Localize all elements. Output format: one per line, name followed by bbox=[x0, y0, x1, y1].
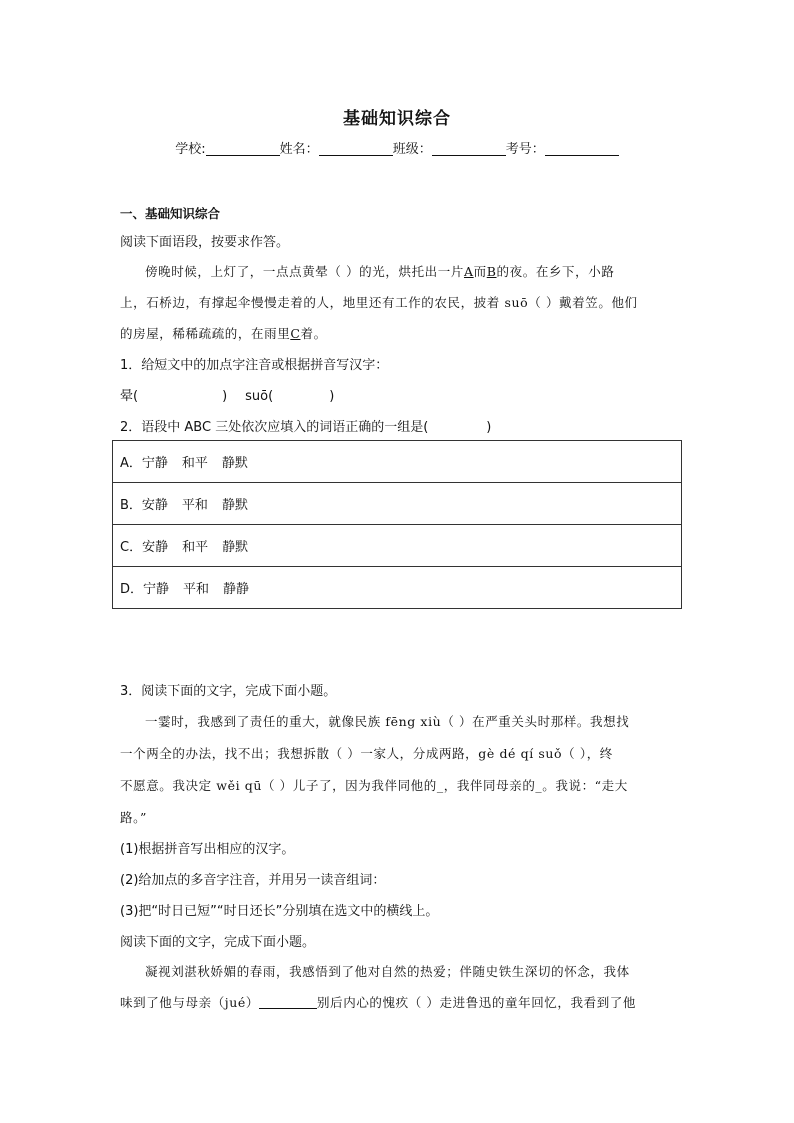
student-info-line bbox=[0, 138, 794, 157]
school-field[interactable] bbox=[206, 141, 280, 156]
option-row-b[interactable]: B．安静 平和 静默 bbox=[113, 483, 682, 525]
options-table bbox=[112, 440, 682, 609]
option-row-d[interactable]: D．宁静 平和 静静 bbox=[113, 567, 682, 609]
option-row-a[interactable]: A．宁静 和平 静默 bbox=[113, 441, 682, 483]
question-2: 2．语段中 ABC 三处依次应填入的词语正确的一组是( ) bbox=[120, 420, 492, 435]
sub-question-3: (3)把“时日已短”“时日还长”分别填在选文中的横线上。 bbox=[120, 904, 439, 919]
passage3-line-3: 不愿意。我决定 wěi qū（ ）儿子了，因为我伴同他的_，我伴同母亲的_。我说：“走大 bbox=[120, 778, 628, 793]
exam-no-field[interactable] bbox=[545, 141, 619, 156]
passage3-line-4: 路。” bbox=[120, 810, 147, 825]
passage3-line-2: 一个两全的办法，找不出；我想拆散（ ）一家人，分成两路，gè dé qí suǒ（ ），终 bbox=[120, 746, 613, 761]
passage4-line-1: 凝视刘湛秋娇媚的春雨，我感悟到了他对自然的热爱；伴随史铁生深切的怀念，我体 bbox=[145, 964, 630, 979]
question-1: 1．给短文中的加点字注音或根据拼音写汉字： bbox=[120, 358, 389, 373]
passage3-line-1: 一霎时，我感到了责任的重大，就像民族 fēng xiù（ ）在严重关头时那样。我想找 bbox=[145, 714, 630, 729]
passage4-line-2: 味到了他与母亲（jué） 别后内心的愧疚（ ）走进鲁迅的童年回忆，我看到了他 bbox=[120, 995, 637, 1010]
passage-line-2: 上，石桥边，有撑起伞慢慢走着的人，地里还有工作的农民，披着 suō（ ）戴着笠。他们 bbox=[120, 295, 638, 310]
blank-mark-b: B bbox=[486, 264, 497, 279]
passage-line-1: 傍晚时候，上灯了，一点点黄晕（ ）的光，烘托出一片A而B的夜。在乡下，小路 bbox=[145, 264, 615, 279]
class-field[interactable] bbox=[432, 141, 506, 156]
name-field[interactable] bbox=[319, 141, 393, 156]
name-label: 姓名： bbox=[279, 142, 319, 157]
reading-instruction: 阅读下面的文字，完成下面小题。 bbox=[120, 935, 316, 950]
question-3: 3．阅读下面的文字，完成下面小题。 bbox=[120, 684, 337, 699]
passage-line-3: 的房屋，稀稀疏疏的，在雨里C着。 bbox=[120, 326, 327, 341]
sub-question-2: (2)给加点的多音字注音，并用另一读音组词： bbox=[120, 873, 386, 888]
fill-blank[interactable] bbox=[259, 996, 317, 1009]
class-label: 班级： bbox=[392, 142, 432, 157]
exam-no-label: 考号： bbox=[505, 142, 545, 157]
option-row-c[interactable]: C．安静 和平 静默 bbox=[113, 525, 682, 567]
section-heading: 一、基础知识综合 bbox=[120, 206, 221, 221]
page-title: 基础知识综合 bbox=[343, 109, 451, 129]
school-label: 学校: bbox=[175, 142, 206, 157]
section-instruction: 阅读下面语段，按要求作答。 bbox=[120, 235, 290, 250]
blank-mark-a: A bbox=[463, 264, 474, 279]
blank-mark-c: C bbox=[290, 326, 301, 341]
sub-question-1: (1)根据拼音写出相应的汉字。 bbox=[120, 842, 295, 857]
question-1-answers: 晕( ) suō( ) bbox=[120, 389, 335, 404]
